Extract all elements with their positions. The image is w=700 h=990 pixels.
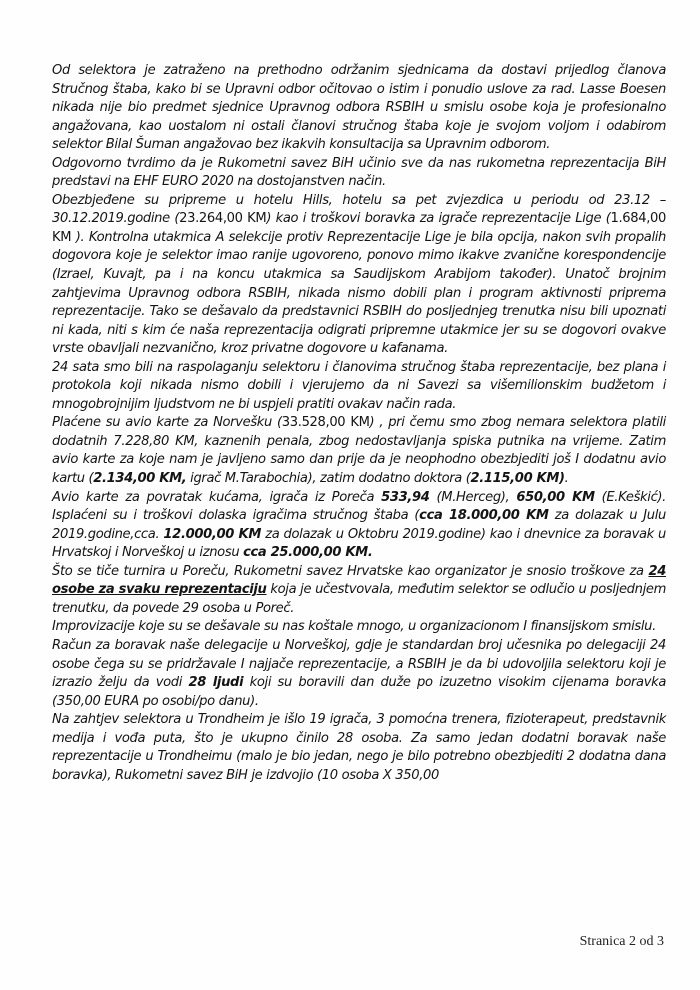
text-segment: Plaćene su avio karte za Norvešku (: [52, 415, 282, 431]
text-segment: .: [564, 471, 569, 487]
emphasized-text: 12.000,00 KM: [163, 526, 262, 542]
paragraph: [52, 155, 666, 192]
text-segment: Račun za boravak naše delegacije u Norveškoj, gdje je standardan broj učesnika po delegaciji 24 osobe čega su se pridržavale I najjače reprezentacije, a RSBIH je da bi udovoljila selektoru koji je izrazio želju da vodi: [52, 637, 666, 691]
emphasized-text: 1.684,00 KM: [52, 211, 666, 245]
paragraph: [52, 192, 666, 359]
text-segment: Avio karte za povratak kućama, igrača iz Poreča: [52, 489, 382, 505]
text-segment: za dolazak u Oktobru 2019.godine) kao i dnevnice za boravak u Hrvatskoj i Norveškoj u iznosu: [52, 526, 666, 561]
document-body: [52, 62, 666, 785]
paragraph: [52, 711, 666, 785]
text-segment: Improvizacije koje su se dešavale su nas koštale mnogo, u organizacionom I finansijskom smislu.: [52, 619, 656, 635]
page-number-footer: Stranica 2 od 3: [579, 934, 664, 949]
text-segment: Obezbjeđene su pripreme u hotelu Hills, hotelu sa pet zvjezdica u periodu od 23.12 – 30.12.2019.godine (: [52, 192, 666, 227]
text-segment: (M.Herceg),: [429, 489, 517, 505]
text-segment: Od selektora je zatraženo na prethodno održanim sjednicama da dostavi prijedlog članova Stručnog štaba, kako bi se Upravni odbor očitovao o istim i ponudio uslove za rad. Lasse Boesen nikada nije bio predmet sjednice Upravnog odbora RSBIH u smislu osobe koja je profesionalno angažovana, kao uostalom ni ostali članovi stručnog štaba koje je svojom voljom i odabirom selektor Bilal Šuman angažovao bez ikakvih konsultacija sa Upravnim odborom.: [52, 63, 666, 153]
text-segment: koja je učestvovala, međutim selektor se odlučio u posljednjem trenutku, da povede 29 osoba u Poreč.: [52, 582, 666, 616]
text-segment: (E.Keškić). Isplaćeni su i troškovi dolaska igračima stručnog štaba (: [52, 489, 666, 524]
text-segment: koji su boravili dan duže po izuzetno visokim cijenama boravka (350,00 EURA po osobi/po danu).: [52, 675, 666, 709]
text-segment: Što se tiče turnira u Poreču, Rukometni savez Hrvatske kao organizator je snosio troškove za: [52, 563, 649, 579]
paragraph: [52, 359, 666, 415]
paragraph: [52, 637, 666, 711]
paragraph: [52, 618, 666, 637]
emphasized-text: cca 25.000,00 KM.: [243, 545, 373, 561]
paragraph: [52, 62, 666, 155]
paragraph: [52, 563, 666, 619]
text-segment: ) , pri čemu smo zbog nemara selektora platili dodatnih 7.228,80 KM, kaznenih penala, zbog nedostavljanja spiska putnika na vrijeme. Zatim avio karte za koje nam je javljeno samo dan prije da je neophodno obezbjediti još I dodatnu avio kartu (: [52, 415, 666, 487]
emphasized-text: 28 ljudi: [188, 675, 244, 691]
text-segment: ) kao i troškovi boravka za igrače reprezentacije Lige (: [266, 211, 611, 227]
emphasized-text: cca 18.000,00 KM: [419, 508, 549, 524]
text-segment: 24 sata smo bili na raspolaganju selektoru i članovima stručnog štaba reprezentacije, bez plana i protokola koji nikada nismo dobili i vjerujemo da ni Savezi sa višemilionskim budžetom i mnogobrojnijim ljudstvom ne bi uspjeli pratiti ovakav način rada.: [52, 359, 666, 412]
text-segment: Odgovorno tvrdimo da je Rukometni savez BiH učinio sve da nas rukometna reprezentacija BiH predstavi na EHF EURO 2020 na dostojanstven način.: [52, 155, 666, 190]
emphasized-text: 2.115,00 KM): [470, 471, 565, 487]
emphasized-text: 23.264,00 KM: [179, 211, 267, 227]
text-segment: za dolazak u Julu 2019.godine,cca.: [52, 508, 666, 542]
emphasized-text: 650,00 KM: [516, 489, 595, 505]
emphasized-text: 24 osobe za svaku reprezentaciju: [52, 563, 666, 598]
text-segment: igrač M.Tarabochia), zatim dodatno doktora (: [186, 471, 471, 487]
paragraph: [52, 489, 666, 563]
emphasized-text: 533,94: [381, 489, 430, 505]
emphasized-text: 2.134,00 KM,: [93, 471, 187, 487]
text-segment: Na zahtjev selektora u Trondheim je išlo 19 igrača, 3 pomoćna trenera, fizioterapeut, predstavnik medija i vođa puta, što je ukupno činilo 28 osoba. Za samo jedan dodatni boravak naše reprezentacije u Trondheimu (malo je bio jedan, nego je bilo potrebno obezbjediti 2 dodatna dana boravka), Rukometni savez BiH je izdvojio (10 osoba X 350,00: [52, 712, 666, 783]
paragraph: [52, 414, 666, 488]
emphasized-text: 33.528,00 KM: [281, 415, 370, 431]
text-segment: ). Kontrolna utakmica A selekcije protiv Reprezentacije Lige je bila opcija, nakon svih propalih dogovora koje je selektor imao ranije ugovoreno, ponovo mimo ikakve zvanične korespondencije (Izrael, Kuvajt, pa i na koncu utakmica sa Saudijskom Arabijom također). Unatoč brojnim zahtjevima Upravnog odbora RSBIH, nikada nismo dobili plan i program aktivnosti priprema reprezentacije. Tako se dešavalo da predstavnici RSBIH do posljednjeg trenutka nisu bili upoznati ni kada, niti s kim će naša reprezentacija odigrati pripremne utakmice jer su se dogovori ovakve vrste obavljali nezvanično, kroz privatne dogovore u kafanama.: [52, 229, 666, 357]
